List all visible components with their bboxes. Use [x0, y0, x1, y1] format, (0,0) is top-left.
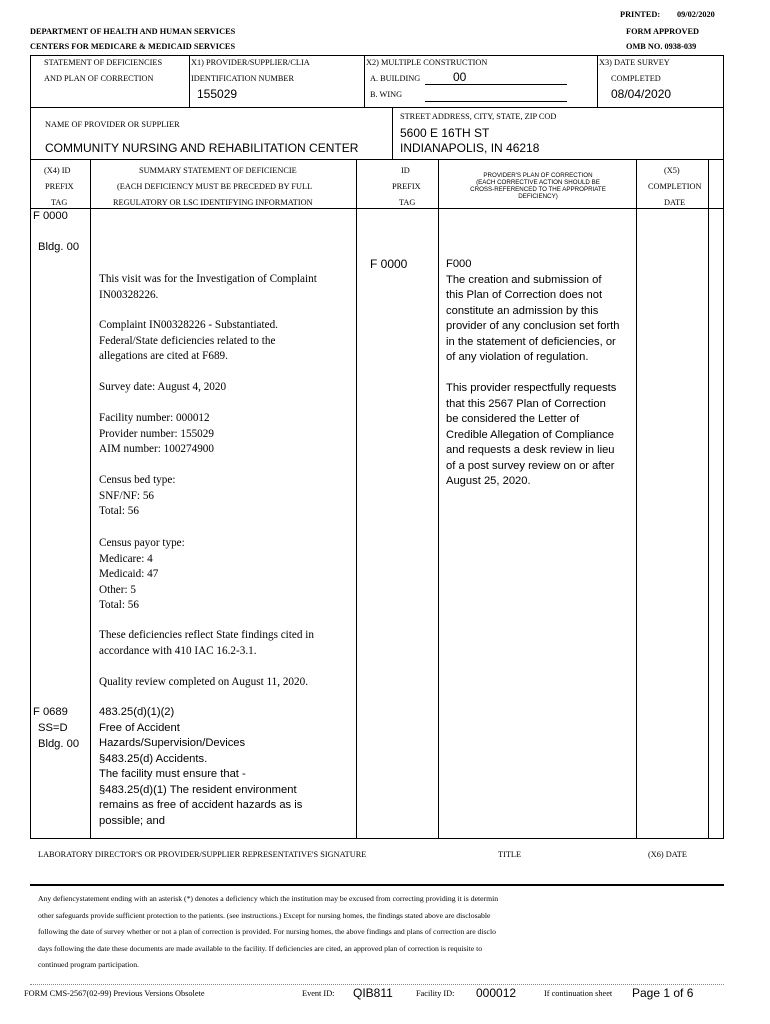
- summary-line: The facility must ensure that -: [99, 768, 246, 780]
- disclaimer-line: following the date of survey whether or not a plan of correction is provided. For nursing homes, the above findings and plans of correction are disclo: [38, 927, 496, 936]
- tag-ss-d: SS=D: [38, 722, 68, 734]
- form-approved: FORM APPROVED: [626, 27, 700, 36]
- row2-bottom-border: [30, 159, 724, 160]
- footer-facility-label: Facility ID:: [416, 989, 455, 998]
- provider-name-label: NAME OF PROVIDER OR SUPPLIER: [45, 120, 180, 129]
- summary-line: IN00328226.: [99, 288, 159, 301]
- summary-line: Hazards/Supervision/Devices: [99, 737, 246, 749]
- row2-divider: [392, 107, 393, 159]
- disclaimer-line: other safeguards provide sufficient protection to the patients. (see instructions.) Except for nursing homes, the findings stated above are disclosable: [38, 910, 491, 920]
- summary-line: Other: 5: [99, 583, 136, 596]
- plan-header-line1: PROVIDER'S PLAN OF CORRECTION: [483, 172, 593, 179]
- multiple-construction-label: X2) MULTIPLE CONSTRUCTION: [366, 58, 488, 67]
- cms-title: CENTERS FOR MEDICARE & MEDICAID SERVICES: [30, 42, 236, 51]
- col-divider-1: [90, 159, 91, 838]
- body-bottom-border: [30, 838, 724, 839]
- printed-date: 09/02/2020: [677, 10, 715, 19]
- plan-header-line2: (EACH CORRECTIVE ACTION SHOULD BE: [476, 179, 600, 186]
- disclaimer-line: days following the date these documents are made available to the facility. If deficiencies are cited, an approved plan of correction is requisite to: [38, 943, 483, 953]
- footer-event-value: QIB811: [353, 986, 393, 1000]
- provider-id-value: 155029: [197, 87, 238, 101]
- provider-id-label-line1: X1) PROVIDER/SUPPLIER/CLIA: [191, 58, 310, 67]
- col-divider-4: [636, 159, 637, 838]
- summary-line: Federal/State deficiencies related to the: [99, 334, 276, 347]
- x4-id-label: (X4) ID: [44, 166, 71, 175]
- tag-bldg-1: Bldg. 00: [38, 241, 80, 253]
- x4-prefix-label: PREFIX: [45, 182, 74, 191]
- plan-line: that this 2567 Plan of Correction: [446, 397, 606, 410]
- plan-line: in the statement of deficiencies, or: [446, 335, 616, 348]
- plan-line: Credible Allegation of Compliance: [446, 428, 614, 441]
- footer-divider: [30, 984, 724, 985]
- disclaimer: [38, 891, 498, 974]
- summary-line: Medicare: 4: [99, 552, 153, 565]
- summary-line: accordance with 410 IAC 16.2-3.1.: [99, 644, 257, 657]
- summary-paragraph-visit: [99, 272, 317, 303]
- plan-line: this Plan of Correction does not: [446, 289, 603, 301]
- col-divider-3: [438, 159, 439, 838]
- summary-line: Survey date: August 4, 2020: [99, 381, 227, 393]
- building-value: 00: [453, 70, 467, 84]
- summary-line: remains as free of accident hazards as is: [99, 799, 303, 811]
- tag-f0689: F 0689: [33, 706, 68, 718]
- department-title: DEPARTMENT OF HEALTH AND HUMAN SERVICES: [30, 27, 236, 36]
- footer-event-label: Event ID:: [302, 989, 335, 998]
- plan-line: and requests a desk review in lieu: [446, 444, 615, 456]
- plan-line: of any violation of regulation.: [446, 351, 589, 363]
- summary-paragraph-complaint: [99, 318, 278, 365]
- signature-label: LABORATORY DIRECTOR'S OR PROVIDER/SUPPLIER REPRESENTATIVE'S SIGNATURE: [38, 850, 367, 859]
- summary-line: Census bed type:: [99, 474, 176, 486]
- summary-paragraph-survey-date: [99, 380, 226, 396]
- date-survey-label-line2: COMPLETED: [611, 74, 661, 83]
- summary-line: These deficiencies reflect State findings cited in: [99, 629, 314, 641]
- plan-line: This provider respectfully requests: [446, 382, 617, 394]
- building-label: A. BUILDING: [370, 74, 421, 83]
- summary-line: This visit was for the Investigation of Complaint: [99, 273, 317, 285]
- summary-line: possible; and: [99, 814, 165, 827]
- building-underline: [425, 84, 567, 85]
- plan-line: constitute an admission by this: [446, 304, 599, 317]
- summary-line: Free of Accident: [99, 721, 180, 734]
- plan-header-line3: CROSS-REFERENCED TO THE APPROPRIATE: [470, 186, 606, 193]
- plan-paragraph-disclaimer: [446, 257, 620, 366]
- tag-f0000: F 0000: [33, 210, 68, 222]
- right-border: [723, 55, 724, 838]
- completion-label: COMPLETION: [648, 182, 702, 191]
- wing-label: B. WING: [370, 90, 403, 99]
- col-divider-5: [708, 159, 709, 838]
- plan-line: August 25, 2020.: [446, 475, 531, 487]
- summary-line: Medicaid: 47: [99, 568, 159, 580]
- summary-line: Census payor type:: [99, 537, 185, 549]
- summary-line: Total: 56: [99, 505, 139, 517]
- street-address-label: STREET ADDRESS, CITY, STATE, ZIP COD: [400, 112, 557, 121]
- provider-id-label-line2: IDENTIFICATION NUMBER: [191, 74, 295, 83]
- id-label: ID: [401, 166, 410, 175]
- summary-paragraph-quality-review: [99, 675, 308, 691]
- footer-facility-value: 000012: [476, 986, 517, 1000]
- wing-underline: [425, 101, 567, 102]
- summary-line: Facility number: 000012: [99, 412, 210, 424]
- date-survey-value: 08/04/2020: [611, 87, 672, 101]
- footer-continuation-label: If continuation sheet: [544, 989, 613, 998]
- summary-header-line3: REGULATORY OR LSC IDENTIFYING INFORMATION: [113, 198, 313, 207]
- summary-line: AIM number: 100274900: [99, 443, 214, 455]
- tag-bldg-2: Bldg. 00: [38, 738, 80, 750]
- summary-paragraph-census-bed: [99, 473, 175, 520]
- provider-name-value: COMMUNITY NURSING AND REHABILITATION CENTER: [45, 141, 359, 155]
- plan-paragraph-request: [446, 381, 616, 490]
- street-address-line1: 5600 E 16TH ST: [400, 126, 490, 140]
- row1-divider-a: [189, 55, 190, 107]
- disclaimer-line: Any defiencystatement ending with an asterisk (*) denotes a deficiency which the institution may be excused from correcting providing it is determin: [38, 894, 499, 903]
- row1-divider-c: [597, 55, 598, 107]
- plan-line: of a post survey review on or after: [446, 459, 615, 472]
- summary-header-line1: SUMMARY STATEMENT OF DEFICIENCIE: [139, 166, 297, 175]
- col-divider-2: [356, 159, 357, 838]
- printed-label: PRINTED:: [620, 10, 661, 19]
- plan-line: provider of any conclusion set forth: [446, 320, 620, 332]
- summary-line: allegations are cited at F689.: [99, 350, 228, 362]
- plan-header: [440, 172, 636, 200]
- plan-header-line4: DEFICIENCY): [518, 193, 558, 200]
- id-tag-label: TAG: [399, 198, 416, 207]
- title-label: TITLE: [498, 850, 522, 859]
- x6-date-label: (X6) DATE: [648, 850, 687, 859]
- plan-id-tag: F 0000: [370, 257, 408, 271]
- summary-line: Provider number: 155029: [99, 427, 214, 440]
- row1-bottom-border: [30, 107, 724, 108]
- summary-line: Complaint IN00328226 - Substantiated.: [99, 319, 278, 331]
- left-border: [30, 55, 31, 838]
- top-border: [30, 55, 724, 56]
- summary-paragraph-census-payor: [99, 536, 185, 614]
- summary-line: §483.25(d)(1) The resident environment: [99, 783, 297, 796]
- summary-line: §483.25(d) Accidents.: [99, 752, 208, 765]
- plan-line: F000: [446, 258, 472, 270]
- summary-paragraph-facility: [99, 411, 214, 458]
- id-prefix-label: PREFIX: [392, 182, 421, 191]
- summary-paragraph-f689: [99, 705, 302, 829]
- omb-number: OMB NO. 0938-039: [626, 42, 697, 51]
- plan-line: The creation and submission of: [446, 273, 602, 286]
- plan-line: be considered the Letter of: [446, 413, 580, 425]
- row1-divider-b: [364, 55, 365, 107]
- completion-date-label: DATE: [664, 198, 686, 207]
- x5-label: (X5): [664, 166, 680, 175]
- columns-header-bottom-border: [30, 208, 724, 209]
- footer-form-label: FORM CMS-2567(02-99) Previous Versions Obsolete: [24, 989, 205, 998]
- signature-bottom-border: [30, 884, 724, 886]
- street-address-line2: INDIANAPOLIS, IN 46218: [400, 141, 540, 155]
- summary-line: 483.25(d)(1)(2): [99, 706, 175, 718]
- summary-line: Quality review completed on August 11, 2020.: [99, 676, 309, 688]
- summary-paragraph-state-findings: [99, 628, 314, 659]
- summary-line: Total: 56: [99, 599, 139, 611]
- statement-label-line1: STATEMENT OF DEFICIENCIES: [44, 58, 163, 67]
- summary-line: SNF/NF: 56: [99, 489, 155, 502]
- footer-page-number: Page 1 of 6: [632, 986, 694, 1000]
- x4-tag-label: TAG: [51, 198, 68, 207]
- statement-label-line2: AND PLAN OF CORRECTION: [44, 74, 154, 83]
- disclaimer-line: continued program participation.: [38, 960, 139, 969]
- date-survey-label-line1: X3) DATE SURVEY: [599, 58, 670, 67]
- summary-header-line2: (EACH DEFICIENCY MUST BE PRECEDED BY FULL: [117, 182, 313, 191]
